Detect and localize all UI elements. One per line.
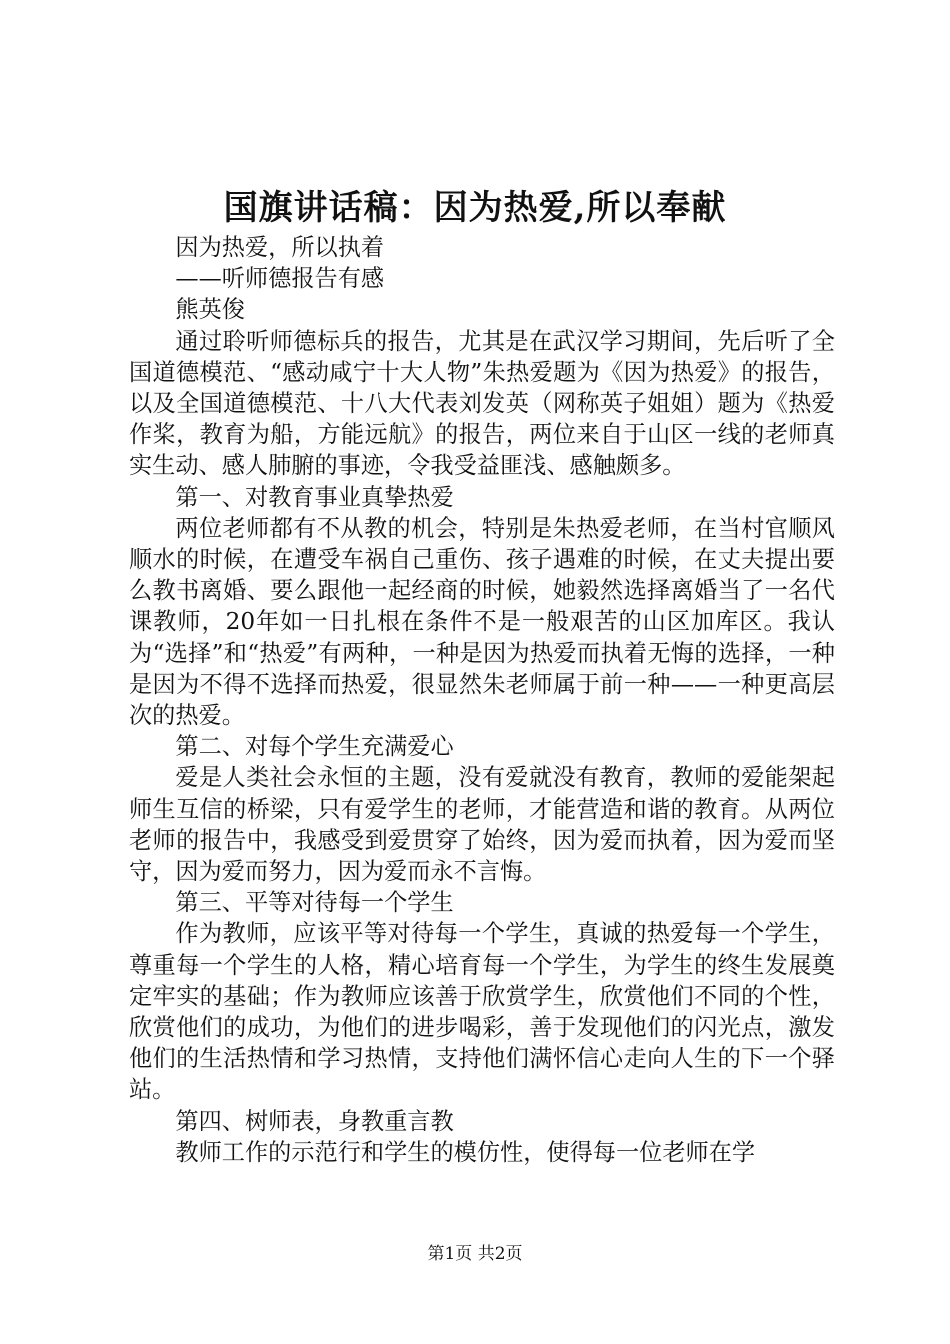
section-heading: 第二、对每个学生充满爱心	[175, 733, 454, 761]
subtitle-note: ——听师德报告有感	[175, 265, 385, 293]
document-title: 国旗讲话稿：因为热爱,所以奉献	[223, 188, 727, 228]
paragraph: 教师工作的示范行和学生的模仿性，使得每一位老师在学	[175, 1138, 756, 1166]
paragraph: 作为教师，应该平等对待每一个学生，真诚的热爱每一个学生，尊重每一个学生的人格，精心培育每一个学生，为学生的终生发展奠定牢实的基础；作为教师应该善于欣赏学生，欣赏他们不同的个性，欣赏他们的成功，为他们的进步喝彩，善于发现他们的闪光点，激发他们的生活热情和学习热情，支持他们满怀信心走向人生的下一个驿站。	[129, 920, 835, 1104]
author-name: 熊英俊	[175, 296, 245, 324]
section-heading: 第三、平等对待每一个学生	[175, 889, 454, 917]
page-footer: 第1页 共2页	[427, 1244, 523, 1264]
section-heading: 第四、树师表，身教重言教	[175, 1107, 454, 1135]
paragraph: 两位老师都有不从教的机会，特别是朱热爱老师，在当村官顺风顺水的时候，在遭受车祸自己重伤、孩子遇难的时候，在丈夫提出要么教书离婚、要么跟他一起经商的时候，她毅然选择离婚当了一名代课教师，20年如一日扎根在条件不是一般艰苦的山区加库区。我认为“选择”和“热爱”有两种，一种是因为热爱而执着无悔的选择，一种是因为不得不选择而热爱，很显然朱老师属于前一种——一种更高层次的热爱。	[129, 514, 835, 730]
paragraph: 爱是人类社会永恒的主题，没有爱就没有教育，教师的爱能架起师生互信的桥梁，只有爱学生的老师，才能营造和谐的教育。从两位老师的报告中，我感受到爱贯穿了始终，因为爱而执着，因为爱而坚守，因为爱而努力，因为爱而永不言悔。	[129, 764, 835, 886]
document-body	[129, 232, 835, 1168]
section-heading: 第一、对教育事业真挚热爱	[175, 483, 454, 511]
subtitle: 因为热爱，所以执着	[175, 234, 385, 261]
paragraph: 通过聆听师德标兵的报告，尤其是在武汉学习期间，先后听了全国道德模范、“感动咸宁十大人物”朱热爱题为《因为热爱》的报告，以及全国道德模范、十八大代表刘发英（网称英子姐姐）题为《热爱作桨，教育为船，方能远航》的报告，两位来自于山区一线的老师真实生动、感人肺腑的事迹，令我受益匪浅、感触颇多。	[129, 327, 835, 480]
